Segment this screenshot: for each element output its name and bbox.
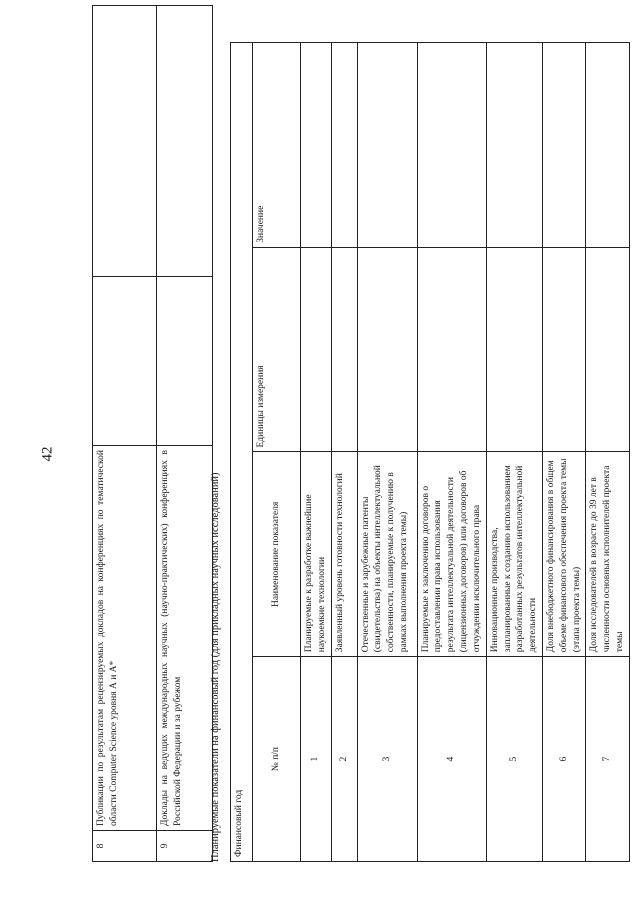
header-row (253, 43, 301, 862)
indicator-name: Доля внебюджетного финансирования в общем объеме финансового обеспечения проекта темы (этапа проекта темы) (542, 452, 585, 657)
header-unit: Единицы измерения (253, 247, 301, 452)
unit-cell (542, 247, 585, 452)
empty-cell (93, 277, 157, 446)
empty-cell (157, 277, 213, 446)
table-row (417, 43, 486, 862)
value-cell (331, 43, 357, 248)
row-number: 4 (417, 657, 486, 862)
value-cell (586, 43, 629, 248)
section-heading: Планируемые показатели на финансовый год (для прикладных научных исследований) (210, 472, 221, 862)
table-row (586, 43, 629, 862)
header-num: № п/п (253, 657, 301, 862)
value-cell (357, 43, 417, 248)
value-cell (486, 43, 542, 248)
empty-cell (93, 6, 157, 277)
unit-cell (301, 247, 332, 452)
value-cell (417, 43, 486, 248)
table-row (301, 43, 332, 862)
row-number: 3 (357, 657, 417, 862)
row-number: 5 (486, 657, 542, 862)
unit-cell (331, 247, 357, 452)
table-row (486, 43, 542, 862)
row-number: 9 (157, 831, 213, 862)
rotated-page-content (92, 42, 625, 862)
row-text: Доклады на ведущих международных научных (научно-практических) конференциях в Российской Федерации и за рубежом (157, 446, 213, 831)
header-value: Значение (253, 43, 301, 248)
row-number: 8 (93, 831, 157, 862)
table-caption: Финансовый год (231, 43, 253, 862)
header-name: Наименование показателя (253, 452, 301, 657)
empty-cell (157, 6, 213, 277)
caption-row (231, 43, 253, 862)
table-row (542, 43, 585, 862)
table-row (357, 43, 417, 862)
table-row (331, 43, 357, 862)
indicator-name: Заявленный уровень готовности технологий (331, 452, 357, 657)
publications-table (92, 5, 213, 862)
unit-cell (417, 247, 486, 452)
value-cell (301, 43, 332, 248)
unit-cell (357, 247, 417, 452)
unit-cell (586, 247, 629, 452)
indicator-name: Инновационные производства, запланированные к созданию использованием разработанных результатов интеллектуальной деятельности (486, 452, 542, 657)
indicator-name: Доля исследователей в возрасте до 39 лет в численности основных исполнителей проекта темы (586, 452, 629, 657)
indicator-name: Отечественные и зарубежные патенты (свидетельства) на объекты интеллектуальной собственности, планируемые к получению в рамках выполнения проекта темы) (357, 452, 417, 657)
value-cell (542, 43, 585, 248)
indicator-name: Планируемые к заключению договоров о предоставлении права использования результата интеллектуальной деятельности (лицензионных договоров) или договоров об отчуждении исключительного права (417, 452, 486, 657)
row-number: 2 (331, 657, 357, 862)
row-text: Публикации по результатам рецензируемых докладов на конференциях по тематической области Computer Science уровня А и А* (93, 446, 157, 831)
row-number: 6 (542, 657, 585, 862)
indicators-table (230, 42, 630, 862)
table-row (93, 6, 157, 862)
row-number: 7 (586, 657, 629, 862)
unit-cell (486, 247, 542, 452)
row-number: 1 (301, 657, 332, 862)
indicator-name: Планируемые к разработке важнейшие наукоемкие технологии (301, 452, 332, 657)
table-row (157, 6, 213, 862)
